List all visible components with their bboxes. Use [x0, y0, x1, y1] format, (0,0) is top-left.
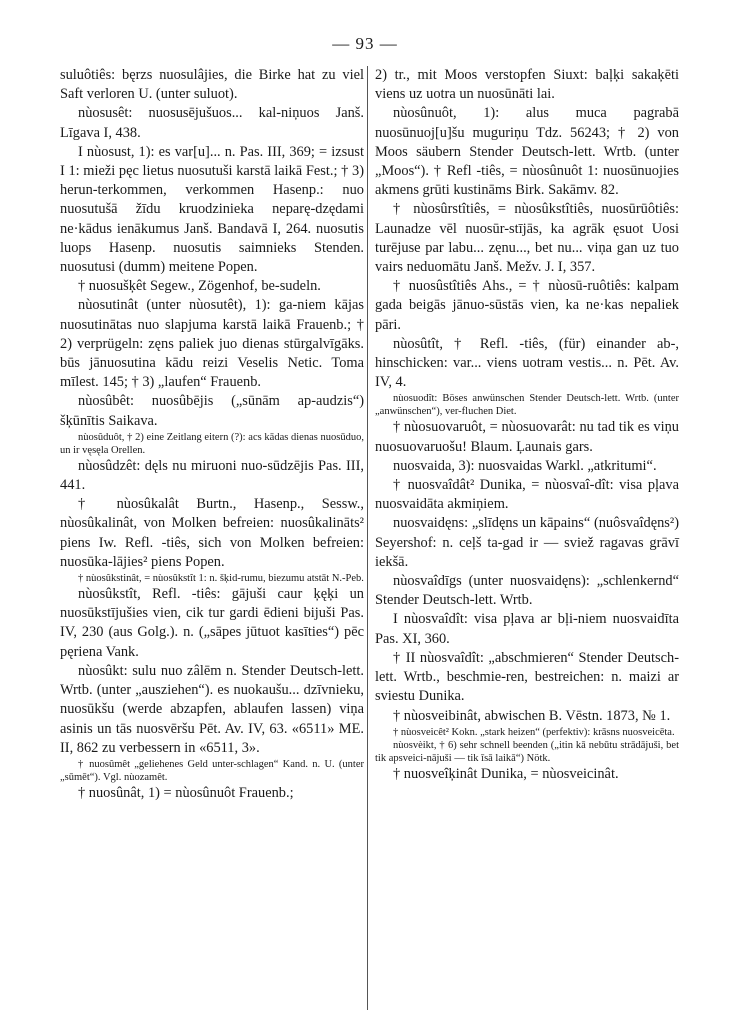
dictionary-entry: nùosusêt: nuosusējušuos... kal-niņuos Janš. Līgava I, 438.	[60, 105, 364, 141]
page-number: — 93 —	[332, 34, 398, 53]
dictionary-entry: nùosvèikt, † 6) sehr schnell beenden („itin kā nebūtu strādājuši, bet tik apsveici-nājuši — tik īsā laikā“) Nötk.	[375, 739, 679, 764]
dictionary-entry: † nùosveicêt² Kokn. „stark heizen“ (perfektiv): krāsns nuosveicēta.	[393, 726, 675, 738]
dictionary-entry: † nùosuovaruôt, = nùosuovarât: nu tad tik es viņu nuosuovaruošu! Blaum. Ļaunais gars.	[375, 419, 679, 455]
dictionary-entry: † nùosûkalât Burtn., Hasenp., Sessw., nùosûkalinât, von Molken befreien: nuosûkalināts² piens Iw. Refl. -tiês, sich von Molken befreien: nuosūka-lājies² piens Popen.	[60, 496, 364, 570]
dictionary-entry: I nùosust, 1): es var[u]... n. Pas. III, 369; = izsust I 1: mieži pęc lietus nuosutuši karstā laikā Fest.; † 3) herun-terkommen, verkommen Hasenp.: nuo nuosutušā žīdu kruodzinieka neparę-dzędami ne·kādus ienākumus Janš. Bandavā I, 264. nuosutis luops Hasenp. nuosutis saimnieks Stenden. nuosutusi (dumm) meitene Popen.	[60, 143, 364, 276]
dictionary-entry: † nuosûnât, 1) = nùosûnuôt Frauenb.;	[78, 784, 294, 801]
dictionary-entry: nùosûtît, † Refl. -tiês, (für) einander ab-, hinschicken: var... viens uotram vestis... n. Pēt. Av. IV, 4.	[375, 335, 679, 391]
dictionary-entry: nùosûkt: sulu nuo zâlēm n. Stender Deutsch-lett. Wrtb. (unter „ausziehen“). es nuokaušu... dzīvnieku, nuosūkšu (werde abzapfen, ablaufen lassen) viņa asinis un tās nuosvēršu Pēt. Av. IV, 63. «6511» ME. II, 862 zu verbessern in «6511, 3».	[60, 662, 364, 756]
dictionary-entry: I nùosvaîdît: visa pļava ar bļi-niem nuosvaidīta Pas. XI, 360.	[375, 611, 679, 647]
dictionary-entry: † nùosûkstinât, = nùosûkstît 1: n. šķid-rumu, biezumu atstāt N.-Peb.	[78, 573, 364, 585]
left-column	[60, 66, 364, 803]
dictionary-entry: † nuosveîķinât Dunika, = nùosveicinât.	[393, 765, 619, 782]
dictionary-entry: nùosûkstît, Refl. -tiês: gājuši caur ķęķi un nuosūkstījušies vien, cik tur gardi ēdieni bijuši Pas. IV, 230 (aus Golg.). n. („sāpes jūtuot kasīties“) pēc pęriena Vank.	[60, 586, 364, 660]
dictionary-entry: nùosuodît: Böses anwünschen Stender Deutsch-lett. Wrtb. (unter „anwünschen“), ver-fluchen Diet.	[375, 393, 679, 418]
dictionary-entry: nùosvaîdīgs (unter nuosvaidęns): „schlenkernd“ Stender Deutsch-lett. Wrtb.	[375, 573, 679, 609]
dictionary-entry: nùosutinât (unter nùosutêt), 1): ga-niem kājas nuosutinātas nuo slapjuma karstā laikā Frauenb.; † 2) verprügeln: zęns paliek juo dienas stūrgalvīgāks. būs jānuosutina kādu reizi Veselis Netic. Toma mīlest. 145; † 3) „laufen“ Frauenb.	[60, 297, 364, 391]
dictionary-entry: suluôtiês: bęrzs nuosulâjies, die Birke hat zu viel Saft verloren U. (unter suluot).	[60, 67, 364, 103]
dictionary-entry: nùosûnuôt, 1): alus muca pagrabā nuosūnuoj[u]šu muguriņu Tdz. 56243; † 2) von Moos säubern Stender Deutsch-lett. Wrtb. (unter „Moos“). † Refl -tiês, = nùosûnuôt 1: nuosūnuojies akmens grūti kustināms Birk. Sakāmv. 82.	[375, 105, 679, 199]
dictionary-entry: † nuosušķêt Segew., Zögenhof, be-sudeln.	[78, 278, 321, 295]
right-column	[375, 66, 679, 784]
dictionary-entry: nùosûduôt, † 2) eine Zeitlang eitern (?): acs kādas dienas nuosūduo, un ir vęsęla Orellen.	[60, 431, 364, 456]
dictionary-entry: † nùosûrstîtiês, = nùosûkstîtiês, nuosūrūôtiês: Launadze vēl nuosūr-stījās, ka agrāk ęsuot Uosi turējuse par labu... zęnu..., bet nu... viņa gan uz tuo vairs neduomātu Janš. Mežv. J. I, 357.	[375, 201, 679, 276]
dictionary-entry: † nuosûstîtiês Ahs., = † nùosū-ruôtiês: kalpam gada beigās jānuo-sūstās vien, ka ne·kas nepaliek pāri.	[375, 278, 679, 333]
dictionary-entry: nuosvaida, 3): nuosvaidas Warkl. „atkritumi“.	[393, 457, 657, 474]
dictionary-entry: † nuosûmêt „geliehenes Geld unter-schlagen“ Kand. n. U. (unter „sūmēt“). Vgl. nùozamêt.	[60, 758, 364, 783]
dictionary-entry: † nùosveibinât, abwischen B. Vēstn. 1873, № 1.	[393, 707, 671, 724]
dictionary-entry: nuosvaidęns: „slīdęns un kāpains“ (nuôsvaîdęns²) Seyershof: n. ceļš ta-gad ir — sviež ragavas grāvī iekšā.	[375, 515, 679, 570]
dictionary-entry: nùosûdzêt: dęls nu miruoni nuo-sūdzējis Pas. III, 441.	[60, 457, 364, 494]
dictionary-entry: nùosûbêt: nuosûbējis („sūnām ap-audzis“) šķūnītis Saikava.	[60, 393, 364, 429]
dictionary-entry: 2) tr., mit Moos verstopfen Siuxt: baļķi sakaķēti viens uz uotra un nuosūnāti lai.	[375, 67, 679, 103]
dictionary-entry: † nuosvaîdât² Dunika, = nùosvaî-dît: visa pļava nuosvaidāta akmiņiem.	[375, 477, 679, 513]
dictionary-entry: † II nùosvaîdît: „abschmieren“ Stender Deutsch-lett. Wrtb., beschmie-ren, bestreichen: n. maizi ar sviestu Dunika.	[375, 649, 679, 705]
column-divider	[367, 66, 368, 1010]
